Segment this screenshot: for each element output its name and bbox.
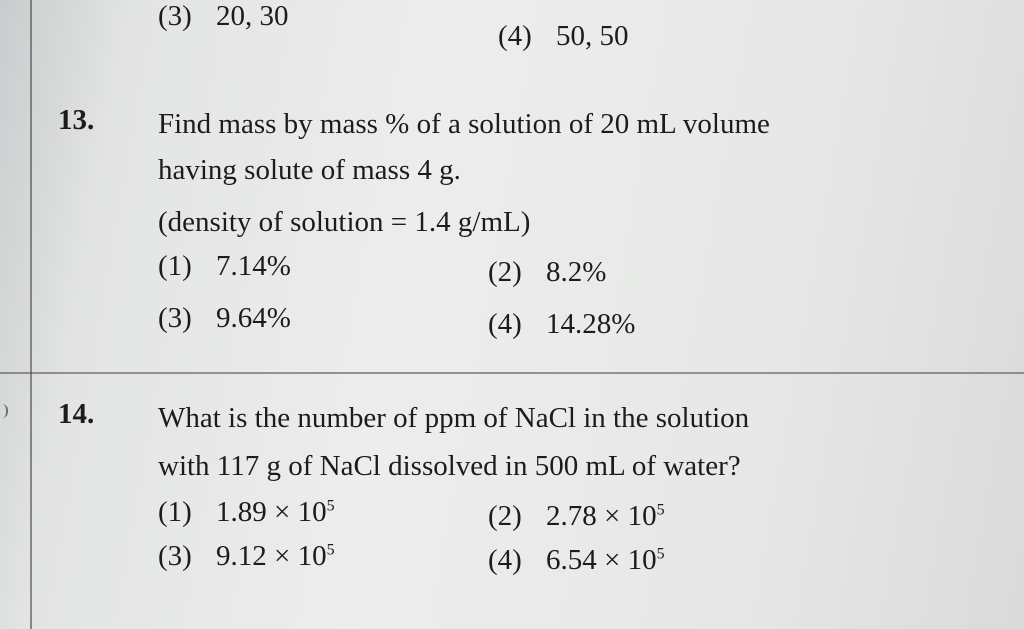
option-number: (3): [158, 0, 192, 32]
option-number: (3): [158, 302, 192, 334]
option-exponent: 5: [326, 497, 335, 515]
question-separator: [0, 372, 1024, 374]
question-14-line-2: with 117 g of NaCl dissolved in 500 mL of water?: [158, 450, 741, 482]
question-14-number: 14.: [58, 398, 95, 430]
option-exponent: 5: [656, 545, 665, 563]
option-text: 1.89 × 10: [216, 496, 327, 528]
question-14-option-4: [488, 544, 665, 577]
question-13-option-4: [488, 308, 635, 341]
option-number: (4): [488, 308, 522, 340]
option-number: (4): [498, 20, 532, 52]
option-exponent: 5: [326, 541, 335, 559]
question-13-option-2: [488, 256, 606, 289]
option-text: 14.28%: [546, 308, 636, 340]
option-exponent: 5: [656, 501, 665, 519]
option-number: (1): [158, 250, 192, 282]
option-number: (2): [488, 256, 522, 288]
option-text: 9.64%: [216, 302, 291, 334]
question-14-option-2: [488, 500, 665, 533]
option-text: 9.12 × 10: [216, 540, 327, 572]
question-14-line-1: What is the number of ppm of NaCl in the solution: [158, 402, 750, 434]
option-number: (1): [158, 496, 192, 528]
option-text: 8.2%: [546, 256, 607, 288]
margin-mark: [0, 404, 8, 418]
question-14-option-1: [158, 496, 335, 529]
question-13-number: 13.: [58, 104, 95, 136]
option-text: 2.78 × 10: [546, 500, 657, 532]
prev-option-3: [158, 0, 289, 33]
option-number: (4): [488, 544, 522, 576]
option-text: 6.54 × 10: [546, 544, 657, 576]
option-text: 7.14%: [216, 250, 291, 282]
option-number: (3): [158, 540, 192, 572]
question-13-line-2: having solute of mass 4 g.: [158, 154, 461, 186]
question-13-option-3: [158, 302, 291, 335]
question-13-option-1: [158, 250, 291, 283]
question-13-line-3: (density of solution = 1.4 g/mL): [158, 206, 531, 238]
option-text: 50, 50: [556, 20, 629, 52]
question-13-line-1: Find mass by mass % of a solution of 20 mL volume: [158, 108, 770, 140]
option-number: (2): [488, 500, 522, 532]
question-14-option-3: [158, 540, 335, 573]
option-text: 20, 30: [216, 0, 289, 32]
margin-rule: [30, 0, 32, 629]
prev-option-4: [498, 20, 629, 53]
